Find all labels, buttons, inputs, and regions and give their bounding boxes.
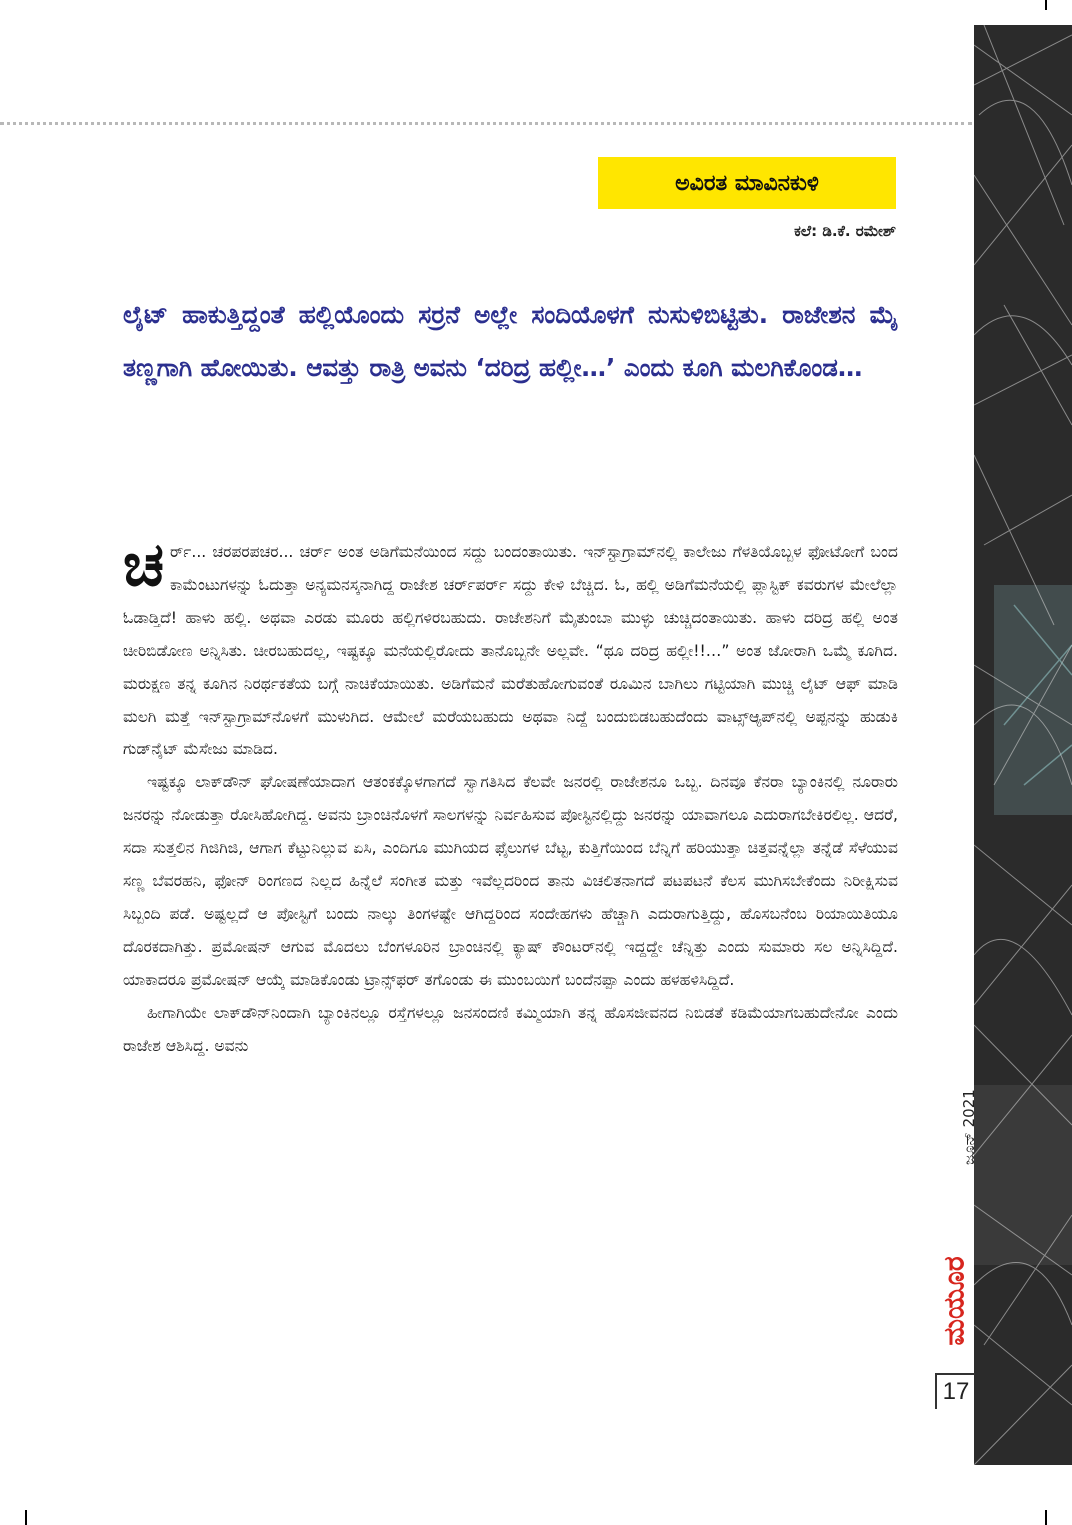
issue-date: ಜೂನ್ 2021 <box>960 1089 978 1165</box>
article-paragraph: ಹೀಗಾಗಿಯೇ ಲಾಕ್‌ಡೌನ್‌ನಿಂದಾಗಿ ಬ್ಯಾಂಕಿನಲ್ಲೂ ರಸ್ತೆಗಳಲ್ಲೂ ಜನಸಂದಣಿ ಕಮ್ಮಿಯಾಗಿ ತನ್ನ ಹೊಸಜೀವನದ ನಿಬಿಡತೆ ಕಡಿಮೆಯಾಗಬಹುದೇನೋ ಎಂದು ರಾಜೇಶ ಆಶಿಸಿದ್ದ. ಅವನು <box>123 1003 898 1055</box>
page-number: 17 <box>935 1373 975 1409</box>
column-tag-text: ಅವಿರತ ಮಾವಿನಕುಳಿ <box>675 170 819 196</box>
magazine-logo-text: ಮಯೂರ <box>938 1256 972 1346</box>
article-body <box>123 530 898 1063</box>
header-dotted-rule <box>0 122 972 125</box>
column-tag <box>598 157 896 209</box>
magazine-logo <box>937 1240 973 1362</box>
crop-mark <box>1045 1510 1047 1525</box>
article-paragraph <box>123 530 898 766</box>
crop-mark <box>25 1510 27 1525</box>
drop-cap: ಚ <box>123 530 164 600</box>
decorative-artwork-strip <box>974 25 1072 1465</box>
illustration-credit: ಕಲೆ: ಡಿ.ಕೆ. ರಮೇಶ್ <box>794 222 896 240</box>
article-paragraph: ಇಷ್ಟಕ್ಕೂ ಲಾಕ್‌ಡೌನ್ ಘೋಷಣೆಯಾದಾಗ ಆತಂಕಕ್ಕೊಳಗಾಗದೆ ಸ್ವಾಗತಿಸಿದ ಕೆಲವೇ ಜನರಲ್ಲಿ ರಾಜೇಶನೂ ಒಬ್ಬ. ದಿನವೂ ಕೆನರಾ ಬ್ಯಾಂಕಿನಲ್ಲಿ ನೂರಾರು ಜನರನ್ನು ನೋಡುತ್ತಾ ರೋಸಿಹೋಗಿದ್ದ. ಅವನು ಬ್ರಾಂಚಿನೊಳಗೆ ಸಾಲಗಳನ್ನು ನಿರ್ವಹಿಸುವ ಪೋಸ್ಟಿನಲ್ಲಿದ್ದು ಜನರನ್ನು ಯಾವಾಗಲೂ ಎದುರಾಗಬೇಕಿರಲಿಲ್ಲ. ಆದರೆ, ಸದಾ ಸುತ್ತಲಿನ ಗಿಜಿಗಿಜಿ, ಆಗಾಗ ಕೆಟ್ಟುನಿಲ್ಲುವ ಏಸಿ, ಎಂದಿಗೂ ಮುಗಿಯದ ಫೈಲುಗಳ ಬೆಟ್ಟ, ಕುತ್ತಿಗೆಯಿಂದ ಬೆನ್ನಿಗೆ ಹರಿಯುತ್ತಾ ಚಿತ್ತವನ್ನೆಲ್ಲಾ ತನ್ನೆಡೆ ಸೆಳೆಯುವ ಸಣ್ಣ ಬೆವರಹನಿ, ಫೋನ್ ರಿಂಗಣದ ನಿಲ್ಲದ ಹಿನ್ನೆಲೆ ಸಂಗೀತ ಮತ್ತು ಇವೆಲ್ಲದರಿಂದ ತಾನು ವಿಚಲಿತನಾಗದೆ ಪಟಪಟನೆ ಕೆಲಸ ಮುಗಿಸಬೇಕೆಂದು ನಿರೀಕ್ಷಿಸುವ ಸಿಬ್ಬಂದಿ ಪಡೆ. ಅಷ್ಟಲ್ಲದೆ ಆ ಪೋಸ್ಟಿಗೆ ಬಂದು ನಾಲ್ಕು ತಿಂಗಳಷ್ಟೇ ಆಗಿದ್ದರಿಂದ ಸಂದೇಹಗಳು ಹೆಚ್ಚಾಗಿ ಎದುರಾಗುತ್ತಿದ್ದು, ಹೊಸಬನೆಂಬ ರಿಯಾಯಿತಿಯೂ ದೊರಕದಾಗಿತ್ತು. ಪ್ರಮೋಷನ್ ಆಗುವ ಮೊದಲು ಬೆಂಗಳೂರಿನ ಬ್ರಾಂಚಿನಲ್ಲಿ ಕ್ಯಾಷ್ ಕೌಂಟರ್‌ನಲ್ಲಿ ಇದ್ದದ್ದೇ ಚೆನ್ನಿತ್ತು ಎಂದು ಸುಮಾರು ಸಲ ಅನ್ನಿಸಿದ್ದಿದೆ. ಯಾಕಾದರೂ ಪ್ರಮೋಷನ್ ಆಯ್ಕೆ ಮಾಡಿಕೊಂಡು ಟ್ರಾನ್ಸ್‌ಫರ್ ತಗೊಂಡು ಈ ಮುಂಬಯಿಗೆ ಬಂದೆನಪ್ಪಾ ಎಂದು ಹಳಹಳಿಸಿದ್ದಿದೆ. <box>123 773 898 989</box>
paragraph-text: ರ್ರ್... ಚರಪರಪಚರ... ಚರ್ರ್ ಅಂತ ಅಡಿಗೆಮನೆಯಿಂದ ಸದ್ದು ಬಂದಂತಾಯಿತು. ಇನ್‌ಸ್ಟಾಗ್ರಾಮ್‌ನಲ್ಲಿ ಕಾಲೇಜು ಗೆಳತಿಯೊಬ್ಬಳ ಫೋಟೋಗೆ ಬಂದ ಕಾಮೆಂಟುಗಳನ್ನು ಓದುತ್ತಾ ಅನ್ಯಮನಸ್ಕನಾಗಿದ್ದ ರಾಜೇಶ ಚರ್ರ್‌ಪರ್ರ್ ಸದ್ದು ಕೇಳಿ ಬೆಚ್ಚಿದ. ಓ, ಹಲ್ಲಿ ಅಡಿಗೆಮನೆಯಲ್ಲಿ ಪ್ಲಾಸ್ಟಿಕ್ ಕವರುಗಳ ಮೇಲೆಲ್ಲಾ ಓಡಾಡ್ತಿದೆ! ಹಾಳು ಹಲ್ಲಿ. ಅಥವಾ ಎರಡು ಮೂರು ಹಲ್ಲಿಗಳಿರಬಹುದು. ರಾಜೇಶನಿಗೆ ಮೈತುಂಬಾ ಮುಳ್ಳು ಚುಚ್ಚಿದಂತಾಯಿತು. ಹಾಳು ದರಿದ್ರ ಹಲ್ಲಿ ಅಂತ ಚೀರಿಬಿಡೋಣ ಅನ್ನಿಸಿತು. ಚೀರಬಹುದಲ್ಲ, ಇಷ್ಟಕ್ಕೂ ಮನೆಯಲ್ಲಿರೋದು ತಾನೊಬ್ಬನೇ ಅಲ್ಲವೇ. “ಥೂ ದರಿದ್ರ ಹಲ್ಲೀ!!…” ಅಂತ ಜೋರಾಗಿ ಒಮ್ಮೆ ಕೂಗಿದ. ಮರುಕ್ಷಣ ತನ್ನ ಕೂಗಿನ ನಿರರ್ಥಕತೆಯ ಬಗ್ಗೆ ನಾಚಿಕೆಯಾಯಿತು. ಅಡಿಗೆಮನೆ ಮರೆತುಹೋಗುವಂತೆ ರೂಮಿನ ಬಾಗಿಲು ಗಟ್ಟಿಯಾಗಿ ಮುಚ್ಚಿ ಲೈಟ್ ಆಫ್ ಮಾಡಿ ಮಲಗಿ ಮತ್ತೆ ಇನ್‌ಸ್ಟಾಗ್ರಾಮ್‌ನೊಳಗೆ ಮುಳುಗಿದ. ಆಮೇಲೆ ಮರೆಯಬಹುದು ಅಥವಾ ನಿದ್ದೆ ಬಂದುಬಿಡಬಹುದೆಂದು ವಾಟ್ಸ್‌ಆ್ಯಪ್‌ನಲ್ಲಿ ಅಪ್ಪನನ್ನು ಹುಡುಕಿ ಗುಡ್‌ನೈಟ್ ಮೆಸೇಜು ಮಾಡಿದ. <box>123 543 898 759</box>
crop-mark <box>1045 0 1047 10</box>
lead-paragraph: ಲೈಟ್ ಹಾಕುತ್ತಿದ್ದಂತೆ ಹಲ್ಲಿಯೊಂದು ಸರ್ರನೆ ಅಲ್ಲೇ ಸಂದಿಯೊಳಗೆ ನುಸುಳಿಬಿಟ್ಟಿತು. ರಾಜೇಶನ ಮೈ ತಣ್ಣಗಾಗಿ ಹೋಯಿತು. ಆವತ್ತು ರಾತ್ರಿ ಅವನು ‘ದರಿದ್ರ ಹಲ್ಲೀ…’ ಎಂದು ಕೂಗಿ ಮಲಗಿಕೊಂಡ… <box>123 300 898 382</box>
